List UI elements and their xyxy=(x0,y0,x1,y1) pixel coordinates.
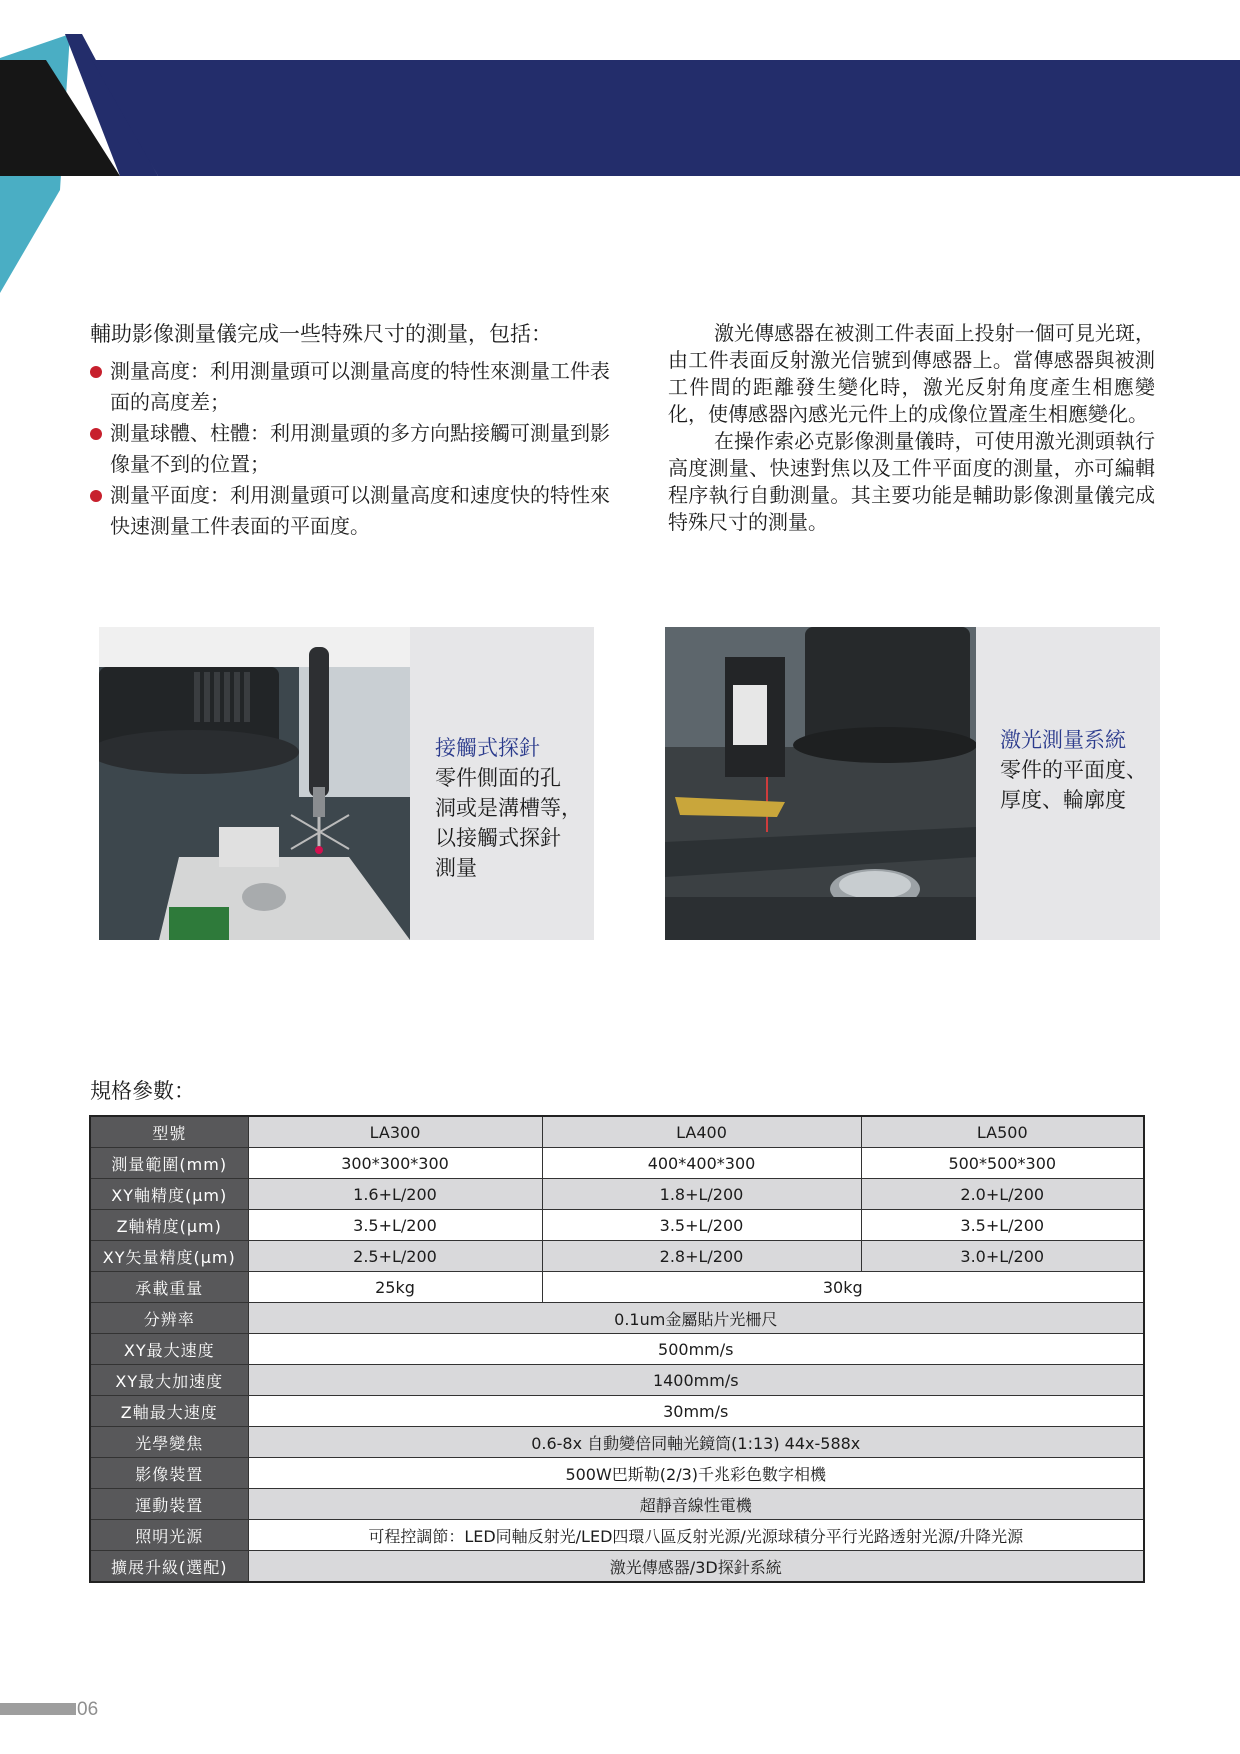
intro-left xyxy=(90,318,610,542)
table-row xyxy=(90,1551,1144,1583)
table-cell: 1400mm/s xyxy=(248,1365,1144,1396)
bullet-icon xyxy=(90,428,102,440)
paragraph-operation: 在操作索必克影像測量儀時，可使用激光測頭執行高度測量、快速對焦以及工件平面度的測量，亦可編輯程序執行自動測量。其主要功能是輔助影像測量儀完成特殊尺寸的測量。 xyxy=(668,429,1155,534)
row-header: XY最大加速度 xyxy=(90,1365,248,1396)
table-cell: 激光傳感器/3D探針系統 xyxy=(248,1551,1144,1583)
caption-line: 以接觸式探針 xyxy=(435,826,561,850)
table-row xyxy=(90,1458,1144,1489)
row-header: 型號 xyxy=(90,1116,248,1148)
table-row xyxy=(90,1148,1144,1179)
row-header: 影像裝置 xyxy=(90,1458,248,1489)
list-item: 測量高度：利用測量頭可以測量高度的特性來測量工件表面的高度差； xyxy=(90,356,610,418)
row-header: XY最大速度 xyxy=(90,1334,248,1365)
row-header: XY矢量精度(μm) xyxy=(90,1241,248,1272)
row-header: 測量範圍(mm) xyxy=(90,1148,248,1179)
spec-title: 規格參數： xyxy=(90,1079,195,1103)
intro-lead: 輔助影像測量儀完成一些特殊尺寸的測量，包括： xyxy=(90,322,552,346)
table-cell: 可程控調節：LED同軸反射光/LED四環八區反射光源/光源球積分平行光路透射光源/升降光源 xyxy=(248,1520,1144,1551)
caption-line: 零件側面的孔 xyxy=(435,766,561,790)
caption-title: 接觸式探針 xyxy=(435,736,540,760)
navy-band xyxy=(92,60,1240,176)
row-header: 光學變焦 xyxy=(90,1427,248,1458)
bullet-icon xyxy=(90,366,102,378)
list-item: 測量平面度：利用測量頭可以測量高度和速度快的特性來快速測量工件表面的平面度。 xyxy=(90,480,610,542)
table-cell: 300*300*300 xyxy=(248,1148,542,1179)
table-cell: 超靜音線性電機 xyxy=(248,1489,1144,1520)
row-header: 擴展升級(選配) xyxy=(90,1551,248,1583)
page-number-bar xyxy=(0,1703,76,1715)
row-header: Z軸精度(μm) xyxy=(90,1210,248,1241)
caption-line: 厚度、輪廓度 xyxy=(1000,788,1126,812)
caption-contact-probe xyxy=(435,733,595,883)
feature-list xyxy=(90,356,610,542)
model-cell: LA400 xyxy=(542,1116,861,1148)
table-cell: 2.0+L/200 xyxy=(861,1179,1144,1210)
table-cell: 3.5+L/200 xyxy=(248,1210,542,1241)
caption-laser-system xyxy=(1000,725,1150,815)
caption-title: 激光測量系統 xyxy=(1000,728,1126,752)
table-row xyxy=(90,1396,1144,1427)
contact-probe-photo xyxy=(99,627,410,940)
table-row xyxy=(90,1365,1144,1396)
row-header: 分辨率 xyxy=(90,1303,248,1334)
table-row xyxy=(90,1210,1144,1241)
table-cell: 1.6+L/200 xyxy=(248,1179,542,1210)
table-cell: 0.6-8x 自動變倍同軸光鏡筒(1:13) 44x-588x xyxy=(248,1427,1144,1458)
row-header: Z軸最大速度 xyxy=(90,1396,248,1427)
table-cell: 2.5+L/200 xyxy=(248,1241,542,1272)
caption-line: 測量 xyxy=(435,856,477,880)
table-row xyxy=(90,1272,1144,1303)
table-cell: 3.5+L/200 xyxy=(861,1210,1144,1241)
table-cell: 500*500*300 xyxy=(861,1148,1144,1179)
table-cell: 3.0+L/200 xyxy=(861,1241,1144,1272)
table-cell: 500mm/s xyxy=(248,1334,1144,1365)
header-banner xyxy=(0,0,1240,300)
table-cell: 30kg xyxy=(542,1272,1144,1303)
table-row xyxy=(90,1334,1144,1365)
table-cell: 30mm/s xyxy=(248,1396,1144,1427)
row-header: XY軸精度(μm) xyxy=(90,1179,248,1210)
table-row xyxy=(90,1520,1144,1551)
table-cell: 25kg xyxy=(248,1272,542,1303)
caption-line: 洞或是溝槽等， xyxy=(435,796,582,820)
caption-line: 零件的平面度、 xyxy=(1000,758,1147,782)
model-cell: LA500 xyxy=(861,1116,1144,1148)
table-row xyxy=(90,1303,1144,1334)
row-header: 運動裝置 xyxy=(90,1489,248,1520)
table-row xyxy=(90,1179,1144,1210)
table-row xyxy=(90,1489,1144,1520)
table-cell: 2.8+L/200 xyxy=(542,1241,861,1272)
table-cell: 500W巴斯勒(2/3)千兆彩色數字相機 xyxy=(248,1458,1144,1489)
spec-table xyxy=(89,1115,1145,1583)
list-item: 測量球體、柱體：利用測量頭的多方向點接觸可測量到影像量不到的位置； xyxy=(90,418,610,480)
page-number: 06 xyxy=(77,1699,99,1720)
row-header: 承載重量 xyxy=(90,1272,248,1303)
table-cell: 400*400*300 xyxy=(542,1148,861,1179)
table-cell: 3.5+L/200 xyxy=(542,1210,861,1241)
table-cell: 1.8+L/200 xyxy=(542,1179,861,1210)
paragraph-laser-sensor: 激光傳感器在被測工件表面上投射一個可見光斑，由工件表面反射激光信號到傳感器上。當傳感器與被測工件間的距離發生變化時，激光反射角度產生相應變化，使傳感器內感光元件上的成像位置產生相應變化。 xyxy=(668,321,1155,426)
table-row xyxy=(90,1427,1144,1458)
row-header: 照明光源 xyxy=(90,1520,248,1551)
intro-right xyxy=(668,320,1155,536)
model-cell: LA300 xyxy=(248,1116,542,1148)
bullet-icon xyxy=(90,490,102,502)
table-cell: 0.1um金屬貼片光柵尺 xyxy=(248,1303,1144,1334)
laser-system-photo xyxy=(665,627,976,940)
table-row xyxy=(90,1116,1144,1148)
table-row xyxy=(90,1241,1144,1272)
